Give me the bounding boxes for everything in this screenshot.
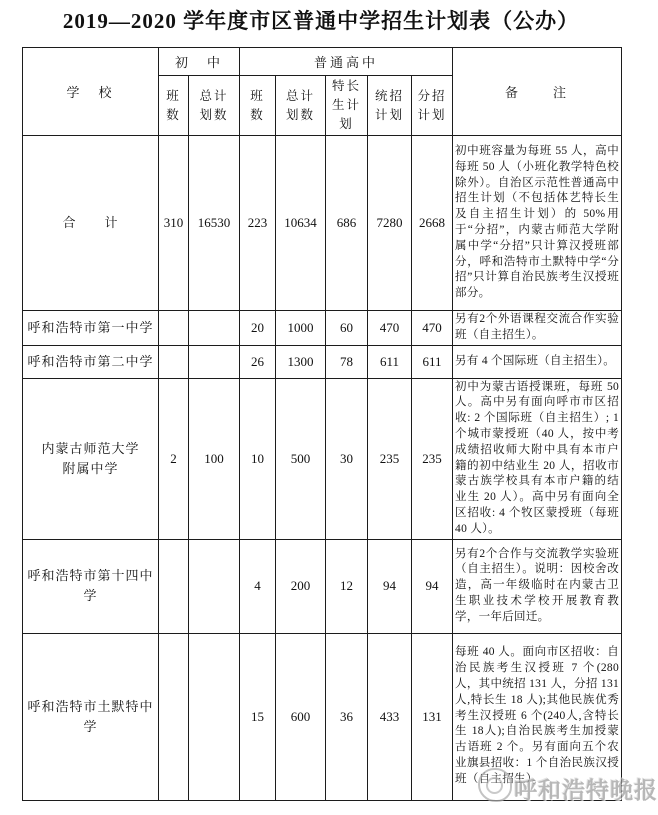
- dispatch-plan-value: 235: [412, 378, 453, 539]
- unified-plan-value: 433: [368, 633, 412, 800]
- senior-total-value: 10634: [276, 136, 326, 311]
- junior-classes-value: [159, 311, 189, 346]
- junior-total-value: [189, 633, 240, 800]
- unified-plan-value: 470: [368, 311, 412, 346]
- table-row-total: [23, 136, 622, 311]
- unified-plan-value: 235: [368, 378, 412, 539]
- table-row: [23, 539, 622, 633]
- remark-text: 另有2个外语课程交流合作实验班（自主招生）。: [453, 311, 622, 346]
- school-name: 内蒙古师范大学 附属中学: [23, 378, 159, 539]
- school-name: 呼和浩特市第一中学: [23, 311, 159, 346]
- dispatch-plan-value: 2668: [412, 136, 453, 311]
- dispatch-plan-value: 611: [412, 345, 453, 378]
- special-plan-value: 60: [326, 311, 368, 346]
- header-senior-total: 总计 划数: [276, 76, 326, 136]
- senior-classes-value: 26: [240, 345, 276, 378]
- school-name: 呼和浩特市第十四中学: [23, 539, 159, 633]
- header-senior-classes: 班 数: [240, 76, 276, 136]
- table-row: [23, 345, 622, 378]
- enrollment-plan-table: [22, 47, 622, 801]
- remark-text: 初中为蒙古语授课班，每班 50 人。高中另有面向呼市市区招收: 2 个国际班（自主招生）; 1 个城市蒙授班（40 人，按中考成绩招收师大附中具有本市户籍的初中结业生 20 人，招收市蒙古族学校具有本市户籍的结业生 20 人）。高中另有面向全区招收: 4 个牧区蒙授班（每班 40 人）。: [453, 378, 622, 539]
- special-plan-value: 78: [326, 345, 368, 378]
- table-row: [23, 633, 622, 800]
- dispatch-plan-value: 470: [412, 311, 453, 346]
- senior-classes-value: 15: [240, 633, 276, 800]
- page-title: 2019—2020 学年度市区普通中学招生计划表（公办）: [62, 9, 580, 33]
- junior-classes-value: 310: [159, 136, 189, 311]
- school-name: 呼和浩特市土默特中学: [23, 633, 159, 800]
- junior-total-value: 100: [189, 378, 240, 539]
- header-special-plan: 特长 生计 划: [326, 76, 368, 136]
- senior-total-value: 200: [276, 539, 326, 633]
- junior-total-value: [189, 539, 240, 633]
- senior-classes-value: 223: [240, 136, 276, 311]
- senior-classes-value: 10: [240, 378, 276, 539]
- header-dispatch-plan: 分招 计划: [412, 76, 453, 136]
- header-junior-total: 总计 划数: [189, 76, 240, 136]
- table-row: [23, 378, 622, 539]
- header-school: 学 校: [23, 48, 159, 136]
- dispatch-plan-value: 131: [412, 633, 453, 800]
- header-junior-classes: 班 数: [159, 76, 189, 136]
- unified-plan-value: 7280: [368, 136, 412, 311]
- remark-text: 另有 4 个国际班（自主招生）。: [453, 345, 622, 378]
- junior-classes-value: [159, 345, 189, 378]
- junior-total-value: 16530: [189, 136, 240, 311]
- dispatch-plan-value: 94: [412, 539, 453, 633]
- junior-classes-value: [159, 633, 189, 800]
- header-unified-plan: 统招 计划: [368, 76, 412, 136]
- special-plan-value: 686: [326, 136, 368, 311]
- special-plan-value: 30: [326, 378, 368, 539]
- junior-total-value: [189, 345, 240, 378]
- junior-classes-value: [159, 539, 189, 633]
- header-junior-group: 初 中: [159, 48, 240, 76]
- special-plan-value: 36: [326, 633, 368, 800]
- senior-classes-value: 20: [240, 311, 276, 346]
- remark-text: 初中班容量为每班 55 人，高中每班 50 人（小班化教学特色校除外）。自治区示范性普通高中招生计划（不包括体艺特长生及自主招生计划）的 50%用于“分招”，内蒙古师范大学附属中学“分招”只计算汉授班部分，呼和浩特市土默特中学“分招”只计算自治民族考生汉授班部分。: [453, 136, 622, 311]
- unified-plan-value: 611: [368, 345, 412, 378]
- senior-total-value: 1000: [276, 311, 326, 346]
- senior-total-value: 600: [276, 633, 326, 800]
- header-remark: 备 注: [453, 48, 622, 136]
- junior-classes-value: 2: [159, 378, 189, 539]
- senior-total-value: 500: [276, 378, 326, 539]
- school-name: 合 计: [23, 136, 159, 311]
- senior-total-value: 1300: [276, 345, 326, 378]
- remark-text: 每班 40 人。面向市区招收：自治民族考生汉授班 7 个(280 人，其中统招 131 人，分招 131 人,特长生 18 人);其他民族优秀考生汉授班 6 个(240人,含特长生 18人);自治民族考生加授蒙古语班 2 个。另有面向五个农业旗县招收：1 个自治民族汉授班（自主招生）。: [453, 633, 622, 800]
- watermark-text: 呼和浩特晚报: [514, 778, 658, 803]
- school-name: 呼和浩特市第二中学: [23, 345, 159, 378]
- header-senior-group: 普通高中: [240, 48, 453, 76]
- special-plan-value: 12: [326, 539, 368, 633]
- remark-text: 另有2个合作与交流教学实验班（自主招生）。说明：因校舍改造，高一年级临时在内蒙古卫生职业技术学校开展教育教学，一年后回迁。: [453, 539, 622, 633]
- unified-plan-value: 94: [368, 539, 412, 633]
- junior-total-value: [189, 311, 240, 346]
- table-row: [23, 311, 622, 346]
- senior-classes-value: 4: [240, 539, 276, 633]
